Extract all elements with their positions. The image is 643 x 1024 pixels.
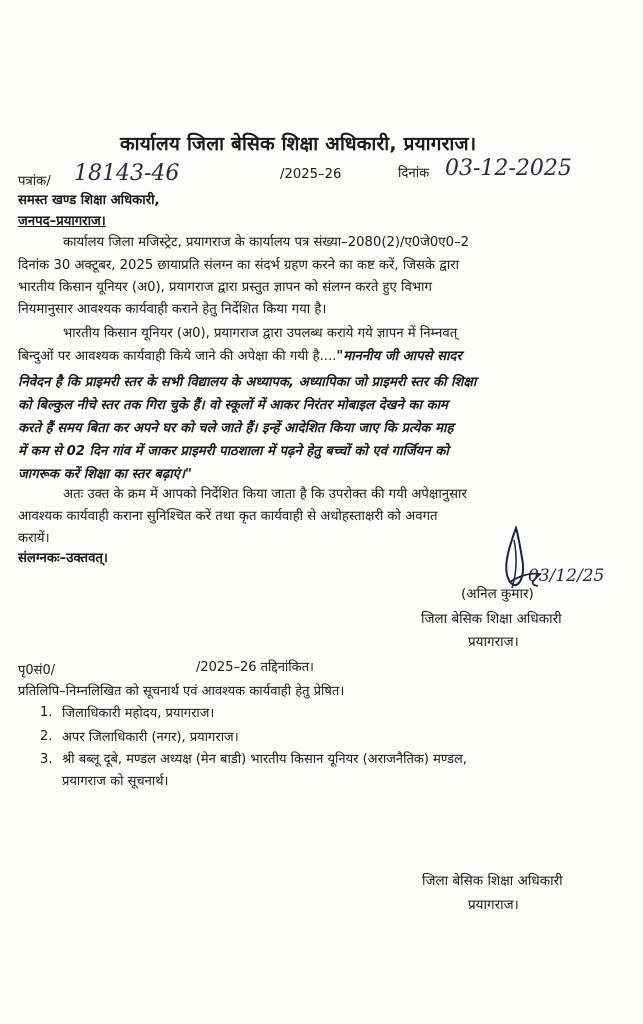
para1-line: भारतीय किसान यूनियर (अ0), प्रयागराज द्वारा प्रस्तुत ज्ञापन को संलग्न करते हुए विभाग xyxy=(18,280,432,295)
para1-line: दिनांक 30 अक्टूबर, 2025 छायाप्रति संलग्न का संदर्भ ग्रहण करने का कष्ट करें, जिसके द्वारा xyxy=(18,258,460,273)
patrank-label: पत्रांक/ xyxy=(18,174,51,189)
para2-line2-plain: बिन्दुओं पर आवश्यक कार्यवाही किये जाने की अपेक्षा की गयी है.... xyxy=(18,349,337,364)
patrank-session: /2025–26 xyxy=(280,167,342,182)
quote-line: करते हैं समय बिता कर अपने घर को चले जाते हैं। इन्हें आदेशित किया जाए कि प्रत्येक माह xyxy=(18,421,454,436)
para2-line2 xyxy=(18,349,462,365)
copy-intro: प्रतिलिपि–निम्नलिखित को सूचनार्थ एवं आवश्यक कार्यवाही हेतु प्रेषित। xyxy=(18,684,345,699)
copy-item-text: अपर जिलाधिकारी (नगर), प्रयागराज। xyxy=(62,730,239,745)
quote-line: निवेदन है कि प्राइमरी स्तर के सभी विद्यालय के अध्यापक, अध्यापिका जो प्राइमरी स्तर की शिक्षा xyxy=(18,375,477,390)
footer-designation: जिला बेसिक शिक्षा अधिकारी xyxy=(422,873,563,889)
dinank-label: दिनांक xyxy=(398,166,430,181)
signature-date-handwritten: 03/12/25 xyxy=(528,566,605,586)
signatory-place: प्रयागराज। xyxy=(468,634,519,650)
para2-line1: भारतीय किसान यूनियर (अ0), प्रयागराज द्वारा उपलब्ध कराये गये ज्ञापन में निम्नवत् xyxy=(63,326,458,341)
footer-place: प्रयागराज। xyxy=(468,897,519,913)
addressee-line2: जनपद–प्रयागराज। xyxy=(18,214,106,229)
quote-line: को बिल्कुल नीचे स्तर तक गिरा चुके हैं। वो स्कूलों में आकर निरंतर मोबाइल देखने का काम xyxy=(18,398,448,413)
copy-item-text-line2: प्रयागराज को सूचनार्थ। xyxy=(62,774,169,789)
para3-line: आवश्यक कार्यवाही कराना सुनिश्चित करें तथा कृत कार्यवाही से अधोहस्ताक्षरी को अवगत xyxy=(18,509,438,524)
para3-line: करायें। xyxy=(18,531,50,546)
dinank-handwritten: 03-12-2025 xyxy=(445,156,572,181)
enclosure-line: संलग्नकः–उक्तवत्। xyxy=(18,551,108,566)
para3-line: अतः उक्त के क्रम में आपको निर्देशित किया जाता है कि उपरोक्त की गयी अपेक्षानुसार xyxy=(63,487,467,502)
copy-ref-label: पृ0सं0/ xyxy=(18,663,56,678)
copy-item-number: 1. xyxy=(40,705,53,720)
copy-item-text: श्री बब्लू दूबे, मण्डल अध्यक्ष (मेन बाडी) भारतीय किसान यूनियर (अराजनैतिक) मण्डल, xyxy=(62,752,467,767)
signatory-name: (अनिल कुमार) xyxy=(461,586,534,602)
copy-item-number: 2. xyxy=(40,729,53,744)
para1-line: कार्यालय जिला मजिस्ट्रेट, प्रयागराज के कार्यालय पत्र संख्या–2080(2)/ए0जे0ए0–2 xyxy=(63,235,469,250)
patrank-handwritten: 18143-46 xyxy=(74,161,180,186)
copy-item-number: 3. xyxy=(40,752,53,767)
para1-line: नियमानुसार आवश्यक कार्यवाही कराने हेतु निर्देशित किया गया है। xyxy=(18,302,327,317)
addressee-line1: समस्त खण्ड शिक्षा अधिकारी, xyxy=(18,193,160,208)
copy-ref-session: /2025–26 तद्दिनांकित। xyxy=(196,660,314,675)
copy-item-text: जिलाधिकारी महोदय, प्रयागराज। xyxy=(62,706,215,721)
signatory-designation: जिला बेसिक शिक्षा अधिकारी xyxy=(421,611,562,627)
office-title: कार्यालय जिला बेसिक शिक्षा अधिकारी, प्रयागराज। xyxy=(120,133,477,155)
quote-line: में कम से 02 दिन गांव में जाकर प्राइमरी पाठशाला में पढ़ने हेतु बच्चों को एवं गार्जियन को xyxy=(18,444,449,459)
quote-line: जागरूक करें शिक्षा का स्तर बढ़ाएं।" xyxy=(18,467,192,482)
quote-start: "माननीय जी आपसे सादर xyxy=(336,349,462,364)
